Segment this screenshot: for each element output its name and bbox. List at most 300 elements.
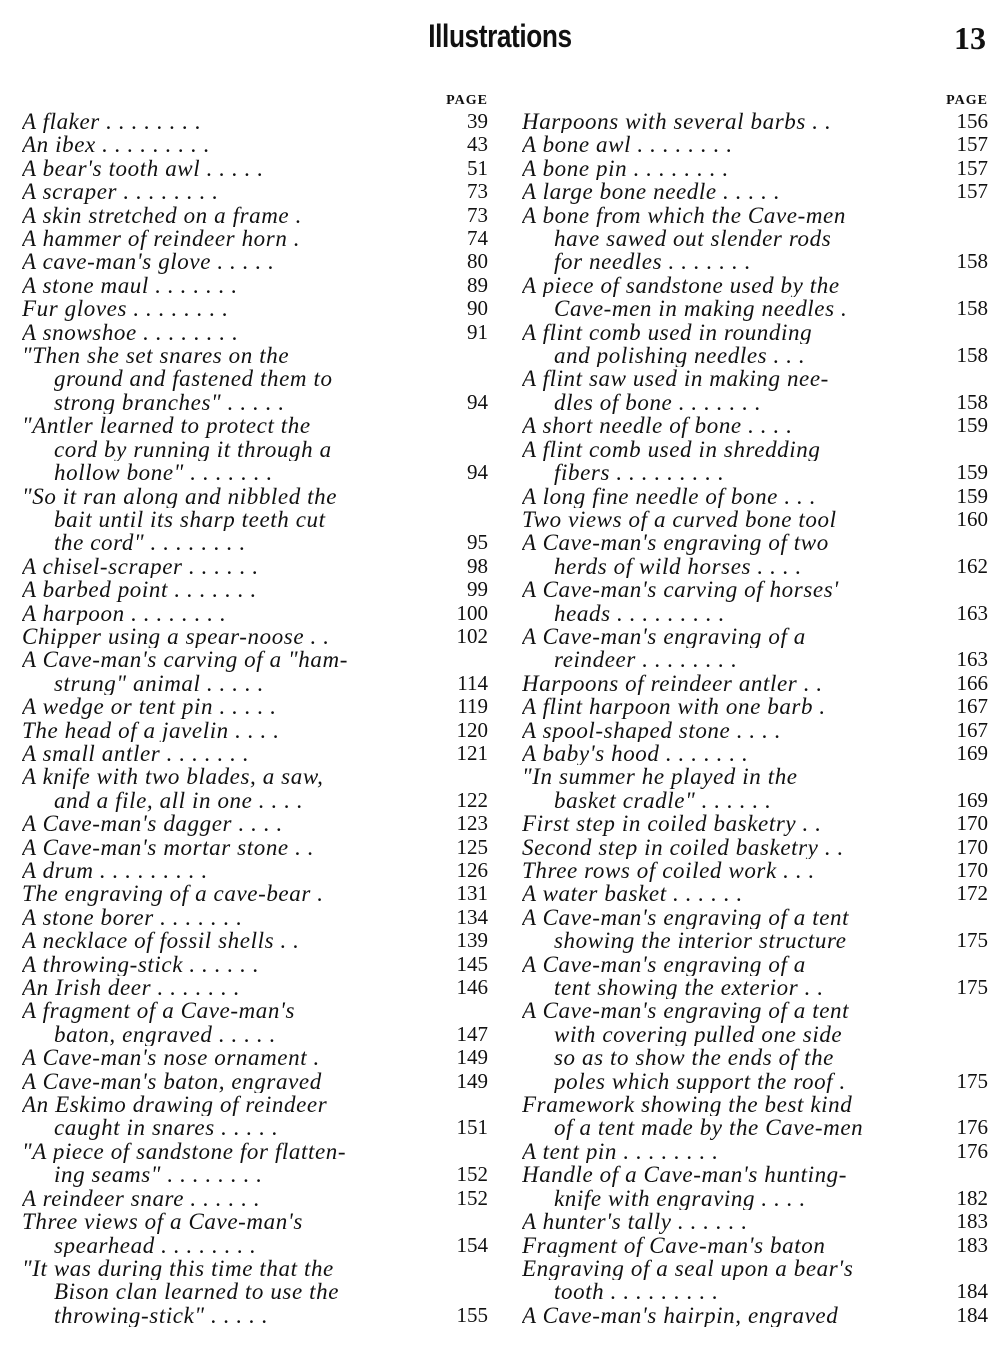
- entry-title: [22, 1093, 442, 1140]
- entry-page-number: 170: [956, 834, 988, 859]
- illustration-entry: [22, 765, 488, 812]
- entry-line: A Cave-man's engraving of a: [522, 624, 806, 649]
- illustration-entry: [22, 180, 488, 203]
- entry-page-number: 170: [956, 858, 988, 882]
- entry-line: Cave-men in making needles .: [554, 297, 848, 321]
- entry-page-number: 169: [956, 787, 988, 812]
- entry-title: [22, 321, 442, 344]
- illustration-entry: [22, 976, 488, 999]
- entry-page-number: 74: [467, 226, 488, 251]
- entry-title: [22, 180, 442, 203]
- entry-line: caught in snares . . . . .: [54, 1116, 279, 1140]
- entry-line: A flint harpoon with one barb .: [522, 695, 826, 719]
- entry-title: [22, 882, 442, 905]
- entry-title: [522, 999, 942, 1093]
- entry-title: [22, 1210, 442, 1257]
- illustration-entry: [22, 274, 488, 297]
- illustration-entry: [22, 1210, 488, 1257]
- entry-line: heads . . . . . . . . .: [554, 601, 725, 625]
- entry-page-number: 152: [456, 1185, 488, 1210]
- entry-line: basket cradle" . . . . . .: [554, 788, 772, 813]
- illustration-entry: [22, 1046, 488, 1069]
- entry-page-number: 183: [956, 1209, 988, 1234]
- entry-page-number: 102: [456, 623, 488, 648]
- entry-page-number: 43: [467, 132, 488, 157]
- entry-line: Fragment of Cave-man's baton: [522, 1233, 826, 1257]
- entry-line: "It was during this time that the: [22, 1256, 334, 1281]
- entry-line: A tent pin . . . . . . . .: [522, 1139, 719, 1164]
- illustration-entry: [522, 1210, 988, 1233]
- entry-line: A throwing-stick . . . . . .: [22, 952, 260, 977]
- entry-line: A flint comb used in shredding: [522, 437, 821, 462]
- entry-title: [522, 742, 942, 765]
- entry-page-number: 145: [456, 951, 488, 976]
- entry-title: [522, 953, 942, 1000]
- entry-line: the cord" . . . . . . . .: [54, 531, 246, 555]
- entry-title: [22, 719, 442, 742]
- illustration-entry: [522, 1140, 988, 1163]
- entry-title: [522, 1234, 942, 1257]
- entry-title: [522, 110, 942, 133]
- entry-line: showing the interior structure: [554, 929, 847, 953]
- illustration-entry: [22, 953, 488, 976]
- illustration-entry: [522, 859, 988, 882]
- entry-line: fibers . . . . . . . . .: [554, 461, 725, 485]
- entry-line: Three rows of coiled work . . .: [522, 859, 815, 883]
- entry-title: [522, 1140, 942, 1163]
- entry-line: with covering pulled one side: [554, 1022, 843, 1047]
- entry-title: [522, 625, 942, 672]
- entry-page-number: 175: [956, 928, 988, 953]
- entry-title: [22, 1257, 442, 1327]
- entry-page-number: 99: [467, 577, 488, 602]
- illustration-entry: [522, 1304, 988, 1327]
- entry-page-number: 175: [956, 975, 988, 1000]
- entry-line: strong branches" . . . . .: [54, 390, 285, 415]
- illustration-entry: [522, 836, 988, 859]
- entry-page-number: 121: [456, 740, 488, 765]
- entry-page-number: 131: [456, 881, 488, 906]
- entry-line: A piece of sandstone used by the: [522, 273, 840, 298]
- entry-title: [22, 742, 442, 765]
- entry-line: A cave-man's glove . . . . .: [22, 250, 275, 274]
- entry-line: A knife with two blades, a saw,: [22, 765, 324, 789]
- entry-title: [522, 1093, 942, 1140]
- entry-page-number: 94: [467, 460, 488, 485]
- illustration-entry: [22, 555, 488, 578]
- illustrations-column-right: [522, 92, 988, 1327]
- entry-title: [22, 157, 442, 180]
- entry-page-number: 95: [467, 530, 488, 555]
- entry-title: [22, 906, 442, 929]
- entry-title: [22, 976, 442, 999]
- illustration-entry: [22, 999, 488, 1046]
- entry-page-number: 91: [467, 319, 488, 344]
- illustration-entry: [22, 812, 488, 835]
- entry-line: A necklace of fossil shells . .: [22, 929, 300, 953]
- entry-line: ing seams" . . . . . . . .: [54, 1163, 263, 1187]
- entry-line: A bone awl . . . . . . . .: [522, 133, 733, 157]
- entry-line: A hunter's tally . . . . . .: [522, 1210, 748, 1234]
- entry-line: poles which support the roof .: [554, 1069, 846, 1094]
- page-column-label: PAGE: [946, 93, 988, 108]
- entry-title: [522, 882, 942, 905]
- entry-title: [522, 485, 942, 508]
- illustration-entry: [522, 882, 988, 905]
- entry-line: have sawed out slender rods: [554, 227, 832, 251]
- entry-page-number: 139: [456, 928, 488, 953]
- entry-line: A bear's tooth awl . . . . .: [22, 156, 264, 181]
- entry-line: A Cave-man's hairpin, engraved: [522, 1303, 839, 1328]
- entry-page-number: 73: [467, 179, 488, 204]
- page-column-label: PAGE: [446, 93, 488, 108]
- entry-page-number: 73: [467, 202, 488, 227]
- entry-page-number: 51: [467, 155, 488, 180]
- entry-line: A short needle of bone . . . .: [522, 414, 793, 438]
- illustration-entry: [522, 204, 988, 274]
- entry-line: First step in coiled basketry . .: [522, 812, 822, 836]
- entry-line: for needles . . . . . . .: [554, 250, 752, 274]
- entry-title: [522, 531, 942, 578]
- illustration-entry: [522, 274, 988, 321]
- illustration-entry: [22, 204, 488, 227]
- entry-line: A scraper . . . . . . . .: [22, 180, 219, 204]
- illustration-entry: [22, 297, 488, 320]
- entry-page-number: 94: [467, 389, 488, 414]
- entry-page-number: 119: [457, 694, 488, 719]
- entry-line: bait until its sharp teeth cut: [54, 507, 326, 532]
- entry-page-number: 122: [456, 787, 488, 812]
- illustration-entry: [522, 485, 988, 508]
- entry-line: "Then she set snares on the: [22, 344, 290, 368]
- illustration-entry: [22, 836, 488, 859]
- entry-line: and polishing needles . . .: [554, 344, 806, 368]
- entry-line: The engraving of a cave-bear .: [22, 882, 324, 906]
- entry-title: [522, 578, 942, 625]
- illustration-entry: [22, 906, 488, 929]
- entry-line: A large bone needle . . . . .: [522, 180, 781, 204]
- illustration-entry: [522, 578, 988, 625]
- illustration-entry: [522, 906, 988, 953]
- entry-title: [22, 836, 442, 859]
- entry-page-number: 158: [956, 389, 988, 414]
- entry-line: A hammer of reindeer horn .: [22, 227, 301, 251]
- entry-line: A snowshoe . . . . . . . .: [22, 320, 239, 345]
- illustration-entry: [522, 1163, 988, 1210]
- illustration-entry: [522, 180, 988, 203]
- entry-line: A Cave-man's engraving of two: [522, 531, 829, 555]
- entry-line: An Irish deer . . . . . . .: [22, 976, 241, 1000]
- entry-line: tent showing the exterior . .: [554, 976, 824, 1000]
- entry-line: A bone pin . . . . . . . .: [522, 156, 729, 181]
- entry-page-number: 80: [467, 249, 488, 274]
- illustration-entry: [522, 110, 988, 133]
- entry-line: "Antler learned to protect the: [22, 414, 311, 438]
- entry-title: [522, 133, 942, 156]
- entry-line: "So it ran along and nibbled the: [22, 484, 338, 508]
- illustration-entry: [522, 1234, 988, 1257]
- illustration-entry: [522, 508, 988, 531]
- entry-title: [22, 227, 442, 250]
- entry-page-number: 98: [467, 553, 488, 578]
- entry-page-number: 184: [956, 1279, 988, 1304]
- entry-title: [522, 719, 942, 742]
- entry-line: A stone borer . . . . . . .: [22, 905, 243, 930]
- entry-title: [522, 414, 942, 437]
- entry-page-number: 39: [467, 109, 488, 133]
- entry-line: Harpoons of reindeer antler . .: [522, 671, 823, 696]
- entry-line: A wedge or tent pin . . . . .: [22, 695, 277, 719]
- entry-page-number: 163: [956, 600, 988, 625]
- illustration-entry: [22, 157, 488, 180]
- entry-title: [22, 204, 442, 227]
- illustration-entry: [22, 929, 488, 952]
- entry-line: An ibex . . . . . . . . .: [22, 133, 211, 157]
- entry-page-number: 90: [467, 296, 488, 321]
- entry-title: [22, 250, 442, 273]
- illustration-entry: [22, 250, 488, 273]
- entry-page-number: 157: [956, 155, 988, 180]
- entry-title: [22, 648, 442, 695]
- illustration-entry: [22, 625, 488, 648]
- entry-line: Two views of a curved bone tool: [522, 507, 837, 532]
- entry-page-number: 182: [956, 1185, 988, 1210]
- entry-line: Harpoons with several barbs . .: [522, 110, 832, 134]
- entry-line: A Cave-man's carving of horses': [522, 578, 839, 602]
- illustration-entry: [22, 321, 488, 344]
- entry-line: spearhead . . . . . . . .: [54, 1233, 257, 1257]
- entry-line: A Cave-man's carving of a "ham-: [22, 648, 348, 672]
- entry-page-number: 100: [456, 600, 488, 625]
- page-title: Illustrations: [428, 18, 572, 54]
- illustration-entry: [22, 882, 488, 905]
- entry-line: reindeer . . . . . . . .: [554, 648, 738, 672]
- entry-page-number: 156: [956, 109, 988, 133]
- entry-title: [22, 765, 442, 812]
- entry-line: A spool-shaped stone . . . .: [522, 718, 782, 742]
- entry-title: [22, 929, 442, 952]
- entry-line: A Cave-man's mortar stone . .: [22, 835, 315, 859]
- entry-line: A small antler . . . . . . .: [22, 741, 250, 766]
- illustration-entry: [22, 602, 488, 625]
- entry-page-number: 176: [956, 1115, 988, 1140]
- entry-line: tooth . . . . . . . . .: [554, 1280, 719, 1304]
- entry-title: [522, 367, 942, 414]
- entry-line: A barbed point . . . . . . .: [22, 578, 257, 602]
- entry-title: [522, 157, 942, 180]
- entry-title: [522, 1163, 942, 1210]
- illustration-entry: [22, 695, 488, 718]
- entry-title: [522, 508, 942, 531]
- entry-line: A Cave-man's engraving of a tent: [522, 905, 850, 930]
- illustration-entry: [22, 1140, 488, 1187]
- entry-line: A bone from which the Cave-men: [522, 203, 846, 228]
- illustration-entry: [522, 157, 988, 180]
- entry-page-number: 159: [956, 460, 988, 485]
- entry-line: A skin stretched on a frame .: [22, 203, 302, 228]
- illustration-entry: [522, 1093, 988, 1140]
- entry-page-number: 160: [956, 506, 988, 531]
- entry-title: [22, 1070, 442, 1093]
- illustration-entry: [522, 719, 988, 742]
- illustration-entry: [22, 648, 488, 695]
- entry-page-number: 157: [956, 179, 988, 204]
- entry-page-number: 169: [956, 740, 988, 765]
- entry-page-number: 134: [456, 904, 488, 929]
- illustration-entry: [522, 765, 988, 812]
- entry-title: [22, 1046, 442, 1069]
- entry-line: Framework showing the best kind: [522, 1093, 853, 1117]
- entry-title: [522, 274, 942, 321]
- entry-line: A drum . . . . . . . . .: [22, 859, 208, 883]
- entry-page-number: 167: [956, 717, 988, 742]
- entry-page-number: 155: [456, 1302, 488, 1327]
- entry-page-number: 162: [956, 553, 988, 578]
- entry-page-number: 172: [956, 881, 988, 906]
- entry-title: [22, 133, 442, 156]
- entry-title: [22, 1140, 442, 1187]
- entry-line: A Cave-man's engraving of a: [522, 952, 806, 977]
- entry-title: [22, 625, 442, 648]
- entry-page-number: 123: [456, 811, 488, 836]
- illustration-entry: [22, 1187, 488, 1210]
- entry-line: A Cave-man's nose ornament .: [22, 1046, 320, 1070]
- entry-page-number: 152: [456, 1162, 488, 1187]
- entry-page-number: 158: [956, 249, 988, 274]
- entry-title: [22, 344, 442, 414]
- entry-page-number: 170: [956, 811, 988, 836]
- entry-title: [522, 1257, 942, 1304]
- illustration-entry: [22, 742, 488, 765]
- entry-title: [522, 1304, 942, 1327]
- illustration-entry: [22, 485, 488, 555]
- entry-page-number: 125: [456, 834, 488, 859]
- entry-line: Bison clan learned to use the: [54, 1280, 340, 1304]
- entry-line: A Cave-man's engraving of a tent: [522, 999, 850, 1023]
- entry-title: [522, 180, 942, 203]
- entry-line: cord by running it through a: [54, 437, 332, 462]
- entry-line: "In summer he played in the: [522, 765, 798, 789]
- illustration-entry: [522, 438, 988, 485]
- entry-line: Handle of a Cave-man's hunting-: [522, 1163, 848, 1187]
- entry-line: A flaker . . . . . . . .: [22, 110, 202, 134]
- entry-line: A water basket . . . . . .: [522, 882, 743, 906]
- entry-page-number: 176: [956, 1138, 988, 1163]
- entry-line: Fur gloves . . . . . . . .: [22, 297, 229, 321]
- entry-title: [522, 812, 942, 835]
- entry-title: [22, 1187, 442, 1210]
- entry-line: The head of a javelin . . . .: [22, 718, 280, 742]
- illustration-entry: [522, 953, 988, 1000]
- entry-page-number: 149: [456, 1068, 488, 1093]
- entry-list: [522, 110, 988, 1327]
- illustration-entry: [522, 742, 988, 765]
- entry-line: throwing-stick" . . . . .: [54, 1303, 269, 1328]
- illustration-entry: [22, 859, 488, 882]
- entry-title: [22, 414, 442, 484]
- entry-line: A harpoon . . . . . . . .: [22, 601, 227, 625]
- illustration-entry: [522, 695, 988, 718]
- entry-page-number: 158: [956, 296, 988, 321]
- entry-line: A stone maul . . . . . . .: [22, 273, 238, 298]
- entry-line: An Eskimo drawing of reindeer: [22, 1093, 328, 1117]
- illustration-entry: [22, 1093, 488, 1140]
- entry-title: [22, 578, 442, 601]
- entry-page-number: 114: [457, 670, 488, 695]
- entry-title: [22, 274, 442, 297]
- entry-title: [522, 1210, 942, 1233]
- page-number: 13: [954, 20, 986, 56]
- entry-page-number: 151: [456, 1115, 488, 1140]
- entry-line: A chisel-scraper . . . . . .: [22, 554, 259, 579]
- illustration-entry: [22, 227, 488, 250]
- illustration-entry: [22, 344, 488, 414]
- entry-page-number: 159: [956, 413, 988, 438]
- entry-title: [522, 438, 942, 485]
- entry-page-number: 167: [956, 694, 988, 719]
- entry-page-number: 89: [467, 272, 488, 297]
- entry-line: "A piece of sandstone for flatten-: [22, 1139, 347, 1164]
- entry-title: [522, 695, 942, 718]
- entry-line: dles of bone . . . . . . .: [554, 390, 762, 415]
- illustration-entry: [22, 578, 488, 601]
- entry-line: A baby's hood . . . . . . .: [522, 741, 749, 766]
- entry-line: Chipper using a spear-noose . .: [22, 624, 330, 649]
- entry-line: A fragment of a Cave-man's: [22, 999, 296, 1023]
- entry-title: [522, 321, 942, 368]
- entry-page-number: 147: [456, 1021, 488, 1046]
- entry-page-number: 163: [956, 647, 988, 672]
- entry-title: [22, 812, 442, 835]
- entry-title: [22, 602, 442, 625]
- entry-line: A reindeer snare . . . . . .: [22, 1186, 261, 1211]
- entry-title: [522, 765, 942, 812]
- illustration-entry: [22, 414, 488, 484]
- entry-page-number: 159: [956, 483, 988, 508]
- illustration-entry: [522, 367, 988, 414]
- entry-line: of a tent made by the Cave-men: [554, 1116, 864, 1140]
- entry-page-number: 184: [956, 1302, 988, 1327]
- illustration-entry: [522, 321, 988, 368]
- entry-page-number: 166: [956, 670, 988, 695]
- entry-line: Three views of a Cave-man's: [22, 1210, 303, 1234]
- entry-line: Engraving of a seal upon a bear's: [522, 1256, 854, 1281]
- entry-page-number: 183: [956, 1232, 988, 1257]
- illustration-entry: [522, 672, 988, 695]
- entry-line: A long fine needle of bone . . .: [522, 484, 817, 508]
- entry-line: A Cave-man's dagger . . . .: [22, 812, 283, 836]
- entry-line: A flint saw used in making nee-: [522, 367, 829, 391]
- entry-title: [22, 695, 442, 718]
- entry-line: A Cave-man's baton, engraved: [22, 1069, 322, 1094]
- illustration-entry: [522, 414, 988, 437]
- entry-line: A flint comb used in rounding: [522, 320, 813, 345]
- entry-page-number: 120: [456, 717, 488, 742]
- entry-line: and a file, all in one . . . .: [54, 788, 304, 813]
- illustration-entry: [22, 1070, 488, 1093]
- illustration-entry: [522, 812, 988, 835]
- entry-title: [522, 672, 942, 695]
- entry-title: [22, 555, 442, 578]
- entry-title: [22, 297, 442, 320]
- entry-line: so as to show the ends of the: [554, 1046, 834, 1070]
- entry-line: knife with engraving . . . .: [554, 1186, 806, 1211]
- entry-line: hollow bone" . . . . . . .: [54, 461, 273, 485]
- entry-page-number: 126: [456, 858, 488, 882]
- entry-title: [22, 110, 442, 133]
- entry-line: strung" animal . . . . .: [54, 671, 264, 696]
- entry-line: ground and fastened them to: [54, 367, 333, 391]
